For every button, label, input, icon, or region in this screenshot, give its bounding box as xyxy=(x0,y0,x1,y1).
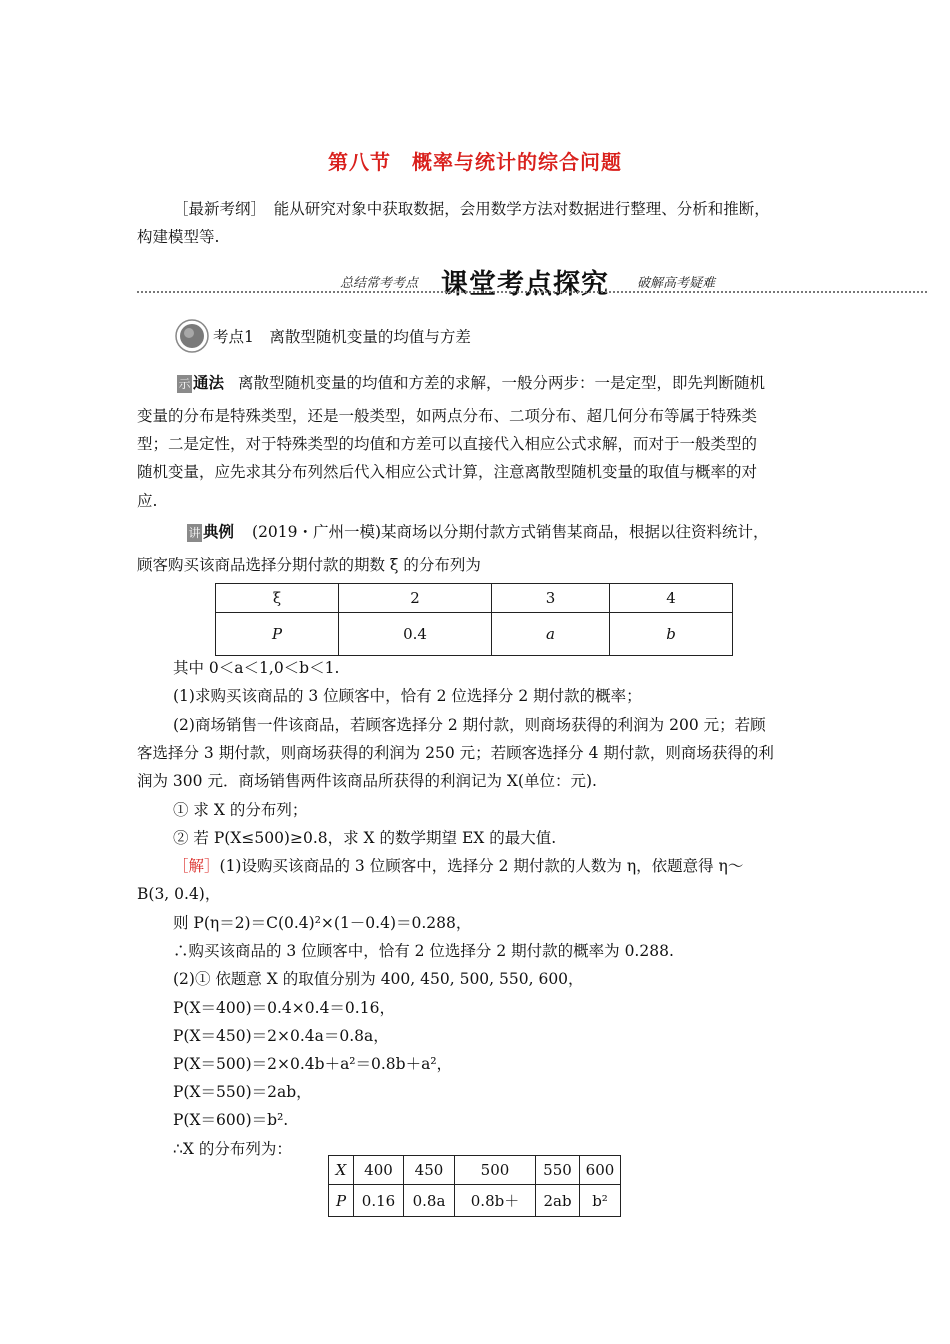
syllabus-line-2: 构建模型等. xyxy=(137,228,220,246)
problem-q2-line-3: 润为 300 元．商场销售两件该商品所获得的利润记为 X(单位：元). xyxy=(137,772,597,790)
table-cell: a xyxy=(492,613,610,656)
tongfa-line-3: 型；二是定性，对于特殊类型的均值和方差可以直接代入相应公式求解，而对于一般类型的 xyxy=(137,435,758,453)
prob-550: P(X＝550)＝2ab， xyxy=(173,1083,312,1101)
table-cell: 450 xyxy=(404,1156,455,1185)
tongfa-line-4: 随机变量，应先求其分布列然后代入相应公式计算，注意离散型随机变量的取值与概率的对 xyxy=(137,463,758,481)
table-cell: 2 xyxy=(339,584,492,613)
tongfa-line-1: 离散型随机变量的均值和方差的求解，一般分两步：一是定型，即先判断随机 xyxy=(238,374,766,392)
solution-tag: ［解］ xyxy=(173,857,220,875)
table-cell: 0.8a xyxy=(404,1185,455,1217)
tongfa-first-line xyxy=(177,373,765,393)
problem-condition: 其中 0＜a＜1,0＜b＜1. xyxy=(173,659,340,677)
example-tag-box: 讲 xyxy=(188,526,201,540)
example-line-1: (2019・广州一模)某商场以分期付款方式销售某商品，根据以往资料统计， xyxy=(252,523,769,541)
banner-heading: 课堂考点探究 xyxy=(441,269,609,300)
syllabus-line-1: ［最新考纲］ 能从研究对象中获取数据，会用数学方法对数据进行整理、分析和推断， xyxy=(173,200,770,218)
prob-400: P(X＝400)＝0.4×0.4＝0.16， xyxy=(173,999,395,1017)
table-cell: P xyxy=(329,1185,354,1217)
page-title: 第八节 概率与统计的综合问题 xyxy=(328,150,622,174)
table-cell: b² xyxy=(580,1185,621,1217)
prob-600: P(X＝600)＝b². xyxy=(173,1111,289,1129)
solution-s1-line-3: 则 P(η＝2)＝C(0.4)²×(1－0.4)＝0.288， xyxy=(173,914,472,932)
distribution-table-x xyxy=(328,1155,621,1217)
example-line-2: 顾客购买该商品选择分期付款的期数 ξ 的分布列为 xyxy=(137,556,481,574)
table-cell: 0.16 xyxy=(354,1185,404,1217)
problem-q2b: ② 若 P(X≤500)≥0.8，求 X 的数学期望 EX 的最大值. xyxy=(173,829,557,847)
solution-s2-line-1: (2)① 依题意 X 的取值分别为 400, 450, 500, 550, 600， xyxy=(173,970,584,988)
tongfa-tag: 通法 xyxy=(193,374,225,392)
banner-divider xyxy=(137,291,927,293)
table-cell: X xyxy=(329,1156,354,1185)
example-first-line xyxy=(187,522,769,542)
problem-q1: (1)求购买该商品的 3 位顾客中，恰有 2 位选择分 2 期付款的概率； xyxy=(173,687,642,705)
example-tag: 典例 xyxy=(203,523,235,541)
banner-left-caption: 总结常考考点 xyxy=(340,276,419,291)
prob-500: P(X＝500)＝2×0.4b＋a²＝0.8b＋a²， xyxy=(173,1055,453,1073)
circle-bullet-icon xyxy=(175,319,209,353)
prob-450: P(X＝450)＝2×0.4a＝0.8a， xyxy=(173,1027,389,1045)
table-cell: 400 xyxy=(354,1156,404,1185)
table-cell: b xyxy=(610,613,733,656)
distribution-table-xi xyxy=(215,583,733,656)
solution-line-1 xyxy=(173,856,743,876)
table-cell: 2ab xyxy=(536,1185,580,1217)
banner-right-caption: 破解高考疑难 xyxy=(637,276,716,291)
table-cell: 500 xyxy=(455,1156,536,1185)
solution-s1-text: (1)设购买该商品的 3 位顾客中，选择分 2 期付款的人数为 η，依题意得 η～ xyxy=(219,857,744,875)
table-cell: 600 xyxy=(580,1156,621,1185)
problem-q2a: ① 求 X 的分布列； xyxy=(173,801,308,819)
table-cell: ξ xyxy=(216,584,339,613)
problem-q2-line-1: (2)商场销售一件该商品，若顾客选择分 2 期付款，则商场获得的利润为 200 元；若顾 xyxy=(173,716,766,734)
table-cell: 4 xyxy=(610,584,733,613)
tongfa-tag-box: 示 xyxy=(178,377,191,391)
problem-q2-line-2: 客选择分 3 期付款，则商场获得的利润为 250 元；若顾客选择分 4 期付款，则商场获得的利 xyxy=(137,744,774,762)
table-cell: P xyxy=(216,613,339,656)
table-cell: 0.4 xyxy=(339,613,492,656)
kaodian-label: 考点1 离散型随机变量的均值与方差 xyxy=(213,328,471,346)
solution-s1-line-2: B(3, 0.4)， xyxy=(137,885,221,903)
distribution-intro: ∴X 的分布列为： xyxy=(173,1140,292,1158)
solution-s1-line-4: ∴购买该商品的 3 位顾客中，恰有 2 位选择分 2 期付款的概率为 0.288. xyxy=(173,942,674,960)
table-cell: 0.8b＋ xyxy=(455,1185,536,1217)
table-cell: 550 xyxy=(536,1156,580,1185)
tongfa-line-5: 应. xyxy=(137,492,158,510)
table-cell: 3 xyxy=(492,584,610,613)
tongfa-line-2: 变量的分布是特殊类型，还是一般类型，如两点分布、二项分布、超几何分布等属于特殊类 xyxy=(137,407,758,425)
